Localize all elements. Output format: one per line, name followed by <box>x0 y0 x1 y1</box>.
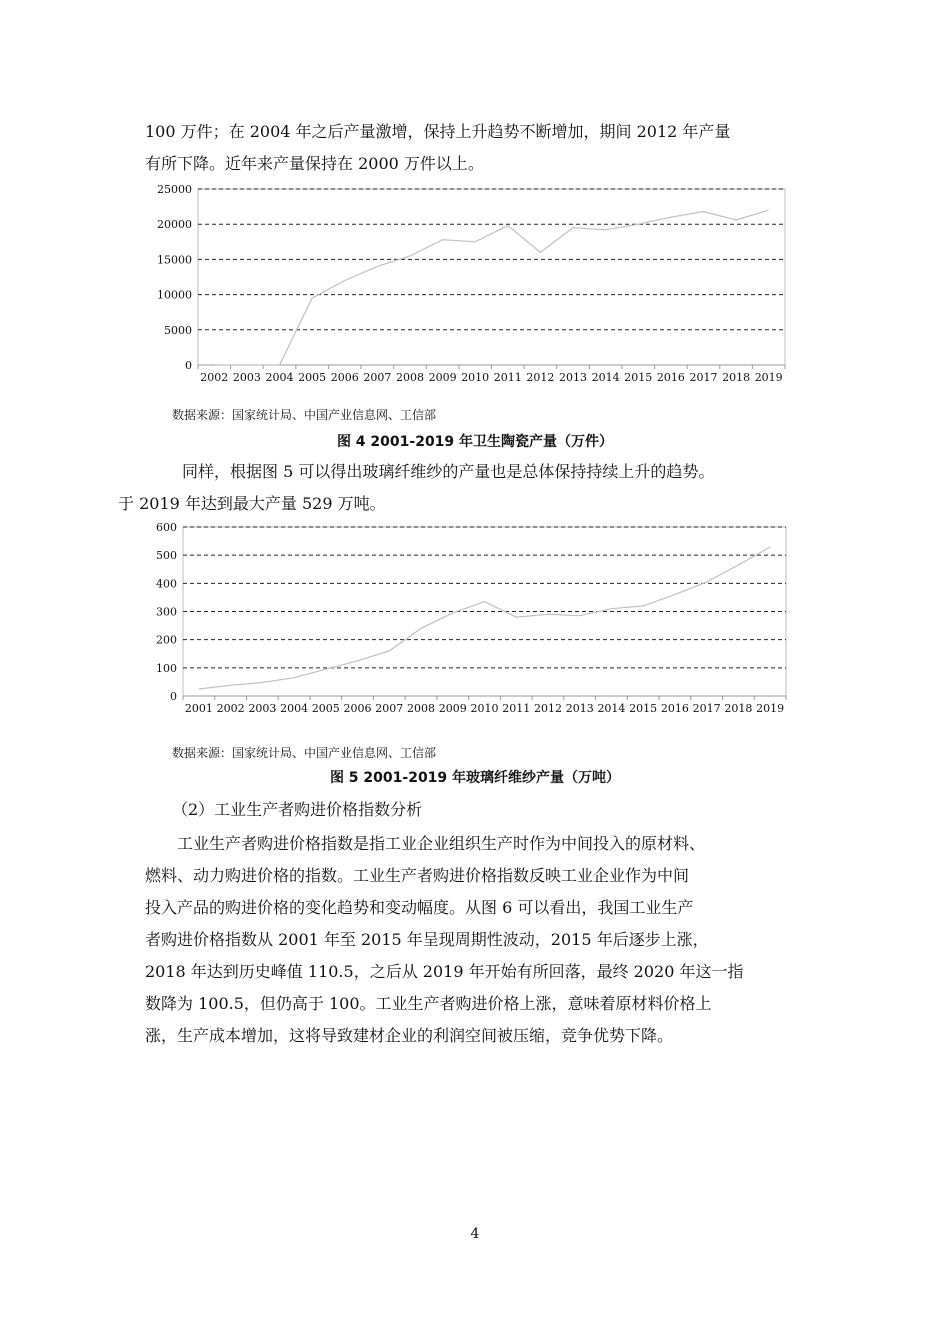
x-tick-label: 2018 <box>722 371 751 384</box>
x-tick-label: 2015 <box>624 371 653 384</box>
x-tick-label: 2017 <box>692 702 721 715</box>
x-tick-label: 2012 <box>533 702 562 715</box>
series-line <box>214 210 768 365</box>
x-tick-label: 2010 <box>461 371 490 384</box>
x-tick-label: 2007 <box>363 371 392 384</box>
x-tick-label: 2002 <box>216 702 245 715</box>
y-tick-label: 500 <box>156 549 177 563</box>
body-line-4: 者购进价格指数从 2001 年至 2015 年呈现周期性波动，2015 年后逐步上涨， <box>145 930 709 949</box>
x-tick-label: 2018 <box>724 702 753 715</box>
y-tick-label: 100 <box>156 661 177 675</box>
y-tick-label: 5000 <box>164 323 192 337</box>
body-paragraph <box>145 828 825 1052</box>
x-tick-label: 2003 <box>248 702 277 715</box>
middle-line-1: 同样，根据图 5 可以得出玻璃纤维纱的产量也是总体保持持续上升的趋势。 <box>182 462 715 481</box>
x-tick-label: 2006 <box>330 371 359 384</box>
x-tick-label: 2011 <box>493 371 522 384</box>
x-tick-label: 2010 <box>470 702 499 715</box>
x-tick-label: 2016 <box>656 371 685 384</box>
x-tick-label: 2012 <box>526 371 555 384</box>
x-tick-label: 2004 <box>280 702 309 715</box>
figure-5-svg <box>150 518 790 718</box>
y-tick-label: 15000 <box>157 253 192 267</box>
figure-4-caption: 图 4 2001-2019 年卫生陶瓷产量（万件） <box>336 434 614 450</box>
body-line-7: 涨，生产成本增加，这将导致建材企业的利润空间被压缩，竞争优势下降。 <box>145 1026 674 1045</box>
x-tick-label: 2019 <box>756 702 785 715</box>
figure-4-chart <box>150 182 790 387</box>
x-tick-label: 2014 <box>591 371 620 384</box>
x-tick-label: 2013 <box>565 702 594 715</box>
x-tick-label: 2008 <box>407 702 436 715</box>
y-tick-label: 200 <box>156 633 177 647</box>
x-tick-label: 2019 <box>754 371 783 384</box>
x-tick-label: 2009 <box>438 702 467 715</box>
x-tick-label: 2013 <box>559 371 588 384</box>
y-tick-label: 300 <box>156 605 177 619</box>
x-tick-label: 2003 <box>232 371 261 384</box>
x-tick-label: 2004 <box>265 371 294 384</box>
figure-4-source: 数据来源：国家统计局、中国产业信息网、工信部 <box>172 408 437 422</box>
x-tick-label: 2016 <box>660 702 689 715</box>
x-tick-label: 2006 <box>343 702 372 715</box>
body-line-6: 数降为 100.5，但仍高于 100。工业生产者购进价格上涨，意味着原材料价格上 <box>145 994 712 1013</box>
x-tick-label: 2015 <box>629 702 658 715</box>
x-tick-label: 2005 <box>298 371 327 384</box>
x-tick-label: 2017 <box>689 371 718 384</box>
y-tick-label: 600 <box>156 521 177 534</box>
figure-4-svg <box>150 182 790 387</box>
y-tick-label: 20000 <box>157 218 192 232</box>
middle-paragraph <box>118 456 830 520</box>
plot-area <box>198 189 785 365</box>
body-line-5: 2018 年达到历史峰值 110.5，之后从 2019 年开始有所回落，最终 2020 年这一指 <box>145 962 744 981</box>
intro-line-1: 100 万件；在 2004 年之后产量激增，保持上升趋势不断增加，期间 2012 年产量 <box>145 122 731 141</box>
x-tick-label: 2005 <box>311 702 340 715</box>
y-tick-label: 10000 <box>157 288 192 302</box>
y-tick-label: 0 <box>185 359 192 372</box>
figure-5-chart <box>150 518 790 718</box>
x-tick-label: 2001 <box>184 702 213 715</box>
body-line-1: 工业生产者购进价格指数是指工业企业组织生产时作为中间投入的原材料、 <box>177 834 706 853</box>
y-tick-label: 0 <box>170 690 177 703</box>
intro-line-2: 有所下降。近年来产量保持在 2000 万件以上。 <box>145 154 484 173</box>
body-line-3: 投入产品的购进价格的变化趋势和变动幅度。从图 6 可以看出，我国工业生产 <box>145 898 694 917</box>
y-tick-label: 400 <box>156 577 177 591</box>
y-tick-label: 25000 <box>157 183 192 196</box>
figure-5-source: 数据来源：国家统计局、中国产业信息网、工信部 <box>172 746 437 760</box>
intro-paragraph <box>145 116 825 180</box>
x-tick-label: 2008 <box>395 371 424 384</box>
x-tick-label: 2007 <box>375 702 404 715</box>
x-tick-label: 2009 <box>428 371 457 384</box>
x-tick-label: 2011 <box>502 702 531 715</box>
figure-5-caption: 图 5 2001-2019 年玻璃纤维纱产量（万吨） <box>329 770 621 786</box>
middle-line-2: 于 2019 年达到最大产量 529 万吨。 <box>118 494 386 513</box>
body-line-2: 燃料、动力购进价格的指数。工业生产者购进价格指数反映工业企业作为中间 <box>145 866 690 885</box>
x-tick-label: 2014 <box>597 702 626 715</box>
x-tick-label: 2002 <box>200 371 229 384</box>
page-number: 4 <box>470 1226 480 1242</box>
section-heading: （2）工业生产者购进价格指数分析 <box>172 800 423 819</box>
